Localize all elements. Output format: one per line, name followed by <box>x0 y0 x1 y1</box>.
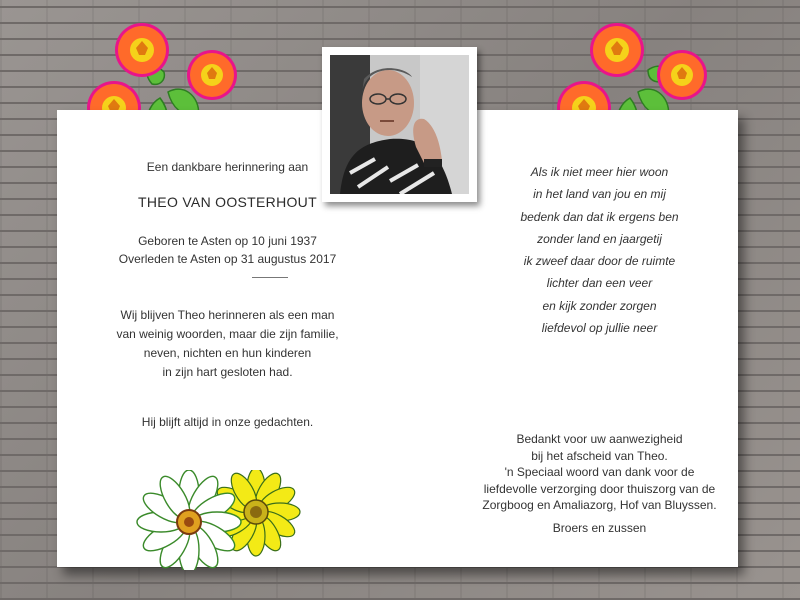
divider-line <box>252 277 288 278</box>
poem-line: ik zweef daar door de ruimte <box>523 254 676 269</box>
tribute-text <box>57 306 398 382</box>
tribute-line: van weinig woorden, maar die zijn familie, <box>116 327 339 341</box>
birth-line: Geboren te Asten op 10 juni 1937 <box>138 234 317 248</box>
thanks-line: Bedankt voor uw aanwezigheid <box>516 432 683 446</box>
death-line: Overleden te Asten op 31 augustus 2017 <box>118 252 337 266</box>
deceased-name: THEO VAN OOSTERHOUT <box>138 194 317 210</box>
tribute-line: in zijn hart gesloten had. <box>162 365 293 379</box>
thanks-line: liefdevolle verzorging door thuiszorg van de <box>483 481 716 496</box>
thanks-text <box>457 431 742 514</box>
portrait-image <box>330 55 469 194</box>
thanks-line: bij het afscheid van Theo. <box>531 448 668 463</box>
white-daisy <box>137 470 241 570</box>
signoff: Broers en zussen <box>552 521 647 535</box>
poem-line: zonder land en jaargetij <box>537 231 662 246</box>
portrait-photo <box>322 47 477 202</box>
thanks-line: Zorgboog en Amaliazorg, Hof van Bluyssen. <box>482 498 717 512</box>
poem-line: liefdevol op jullie neer <box>541 321 658 336</box>
poem <box>457 161 742 339</box>
intro-text: Een dankbare herinnering aan <box>146 160 309 174</box>
life-dates <box>57 232 398 268</box>
poem-line: in het land van jou en mij <box>533 187 666 202</box>
poem-line: bedenk dan dat ik ergens ben <box>520 209 679 224</box>
tribute-line: neven, nichten en hun kinderen <box>143 346 312 360</box>
daisy-flowers <box>131 470 301 570</box>
poem-line: lichter dan een veer <box>546 276 653 291</box>
poem-line: Als ik niet meer hier woon <box>530 165 669 179</box>
closing-line: Hij blijft altijd in onze gedachten. <box>141 415 314 429</box>
poem-line: en kijk zonder zorgen <box>542 298 657 313</box>
tribute-line: Wij blijven Theo herinneren als een man <box>120 308 335 322</box>
thanks-line: 'n Speciaal woord van dank voor de <box>504 465 695 479</box>
